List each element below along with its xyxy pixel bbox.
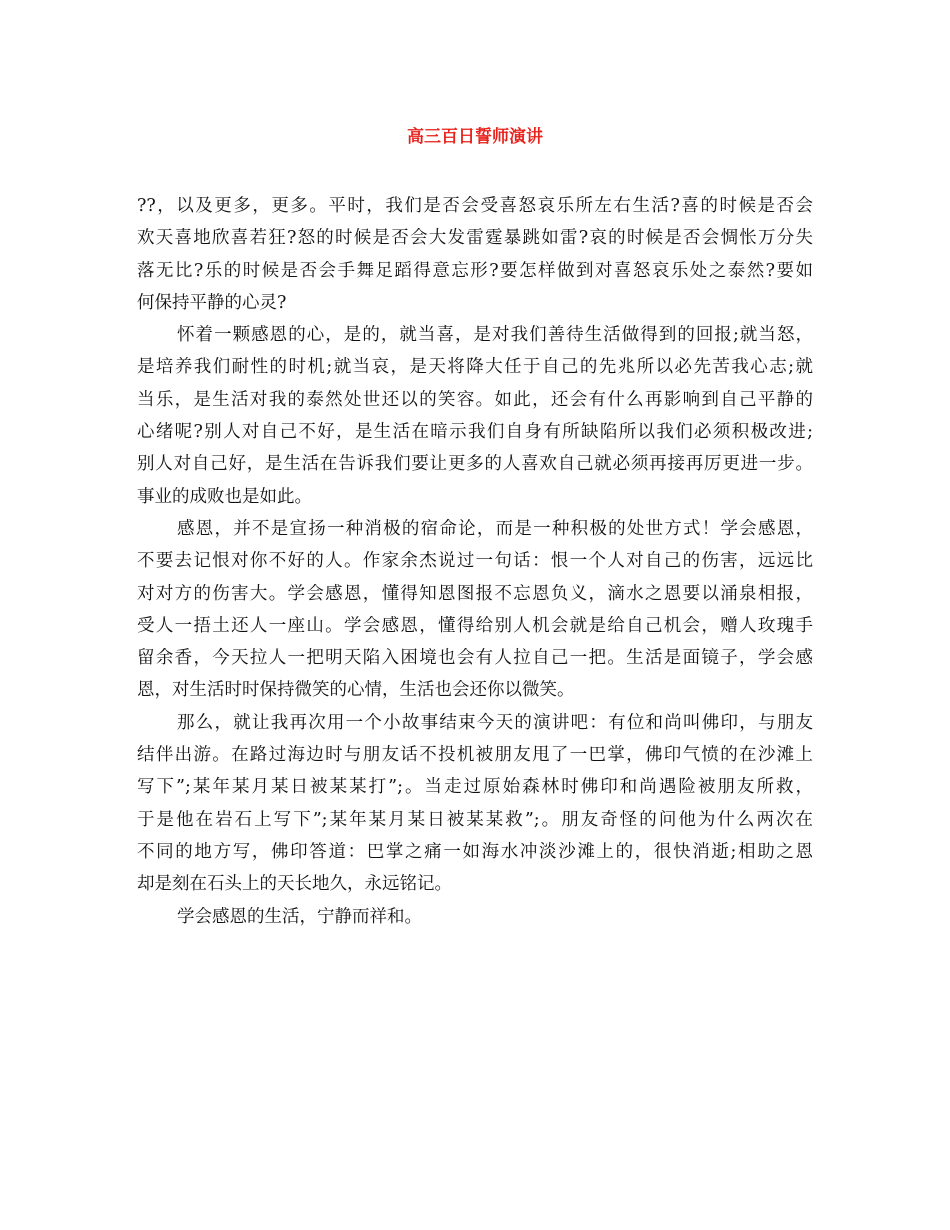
paragraph-line: 留余香，今天拉人一把明天陷入困境也会有人拉自己一把。生活是面镜子，学会感 [137, 648, 813, 669]
paragraph-line: 事业的成败也是如此。 [137, 486, 312, 507]
paragraph-line: 写下”;某年某月某日被某某打”;。当走过原始森林时佛印和尚遇险被朋友所救， [137, 777, 813, 798]
paragraph-line: 恩，对生活时时保持微笑的心情，生活也会还你以微笑。 [137, 680, 575, 701]
paragraph [137, 707, 813, 901]
paragraph-line: 学会感恩的生活，宁静而祥和。 [177, 906, 422, 927]
paragraph-line: 不要去记恨对你不好的人。作家余杰说过一句话：恨一个人对自己的伤害，远远比 [137, 551, 813, 572]
paragraph-line: 结伴出游。在路过海边时与朋友话不投机被朋友甩了一巴掌，佛印气愤的在沙滩上 [137, 745, 813, 766]
document-body [137, 190, 813, 933]
document-title: 高三百日誓师演讲 [407, 127, 543, 147]
paragraph-line: 受人一捂土还人一座山。学会感恩，懂得给别人机会就是给自己机会，赠人玫瑰手 [137, 615, 813, 636]
paragraph-line: 是培养我们耐性的时机;就当哀，是天将降大任于自己的先兆所以必先苦我心志;就 [137, 357, 813, 378]
paragraph-line: 于是他在岩石上写下”;某年某月某日被某某救”;。朋友奇怪的问他为什么两次在 [137, 809, 813, 830]
paragraph-line: 不同的地方写，佛印答道：巴掌之痛一如海水冲淡沙滩上的，很快消逝;相助之恩 [137, 841, 813, 862]
paragraph-line: 别人对自己好，是生活在告诉我们要让更多的人喜欢自己就必须再接再厉更进一步。 [137, 454, 813, 475]
paragraph [137, 901, 813, 933]
paragraph [137, 190, 813, 319]
paragraph-line: ??，以及更多，更多。平时，我们是否会受喜怒哀乐所左右生活?喜的时候是否会 [137, 196, 813, 216]
paragraph-line: 欢天喜地欣喜若狂?怒的时候是否会大发雷霆暴跳如雷?哀的时候是否会惆怅万分失 [137, 228, 813, 249]
paragraph-line: 心绪呢?别人对自己不好，是生活在暗示我们自身有所缺陷所以我们必须积极改进; [137, 422, 813, 443]
paragraph-line: 怀着一颗感恩的心，是的，就当喜，是对我们善待生活做得到的回报;就当怒， [177, 325, 813, 346]
paragraph-line: 当乐，是生活对我的泰然处世还以的笑容。如此，还会有什么再影响到自己平静的 [137, 389, 813, 410]
paragraph [137, 513, 813, 707]
paragraph-line: 何保持平静的心灵? [137, 292, 287, 313]
paragraph-line: 落无比?乐的时候是否会手舞足蹈得意忘形?要怎样做到对喜怒哀乐处之泰然?要如 [137, 260, 813, 281]
paragraph-line: 却是刻在石头上的天长地久，永远铭记。 [137, 874, 452, 895]
paragraph [137, 319, 813, 513]
paragraph-line: 感恩，并不是宣扬一种消极的宿命论，而是一种积极的处世方式！学会感恩， [177, 518, 813, 539]
paragraph-line: 对对方的伤害大。学会感恩，懂得知恩图报不忘恩负义，滴水之恩要以涌泉相报， [137, 583, 813, 604]
paragraph-line: 那么，就让我再次用一个小故事结束今天的演讲吧：有位和尚叫佛印，与朋友 [177, 712, 813, 733]
